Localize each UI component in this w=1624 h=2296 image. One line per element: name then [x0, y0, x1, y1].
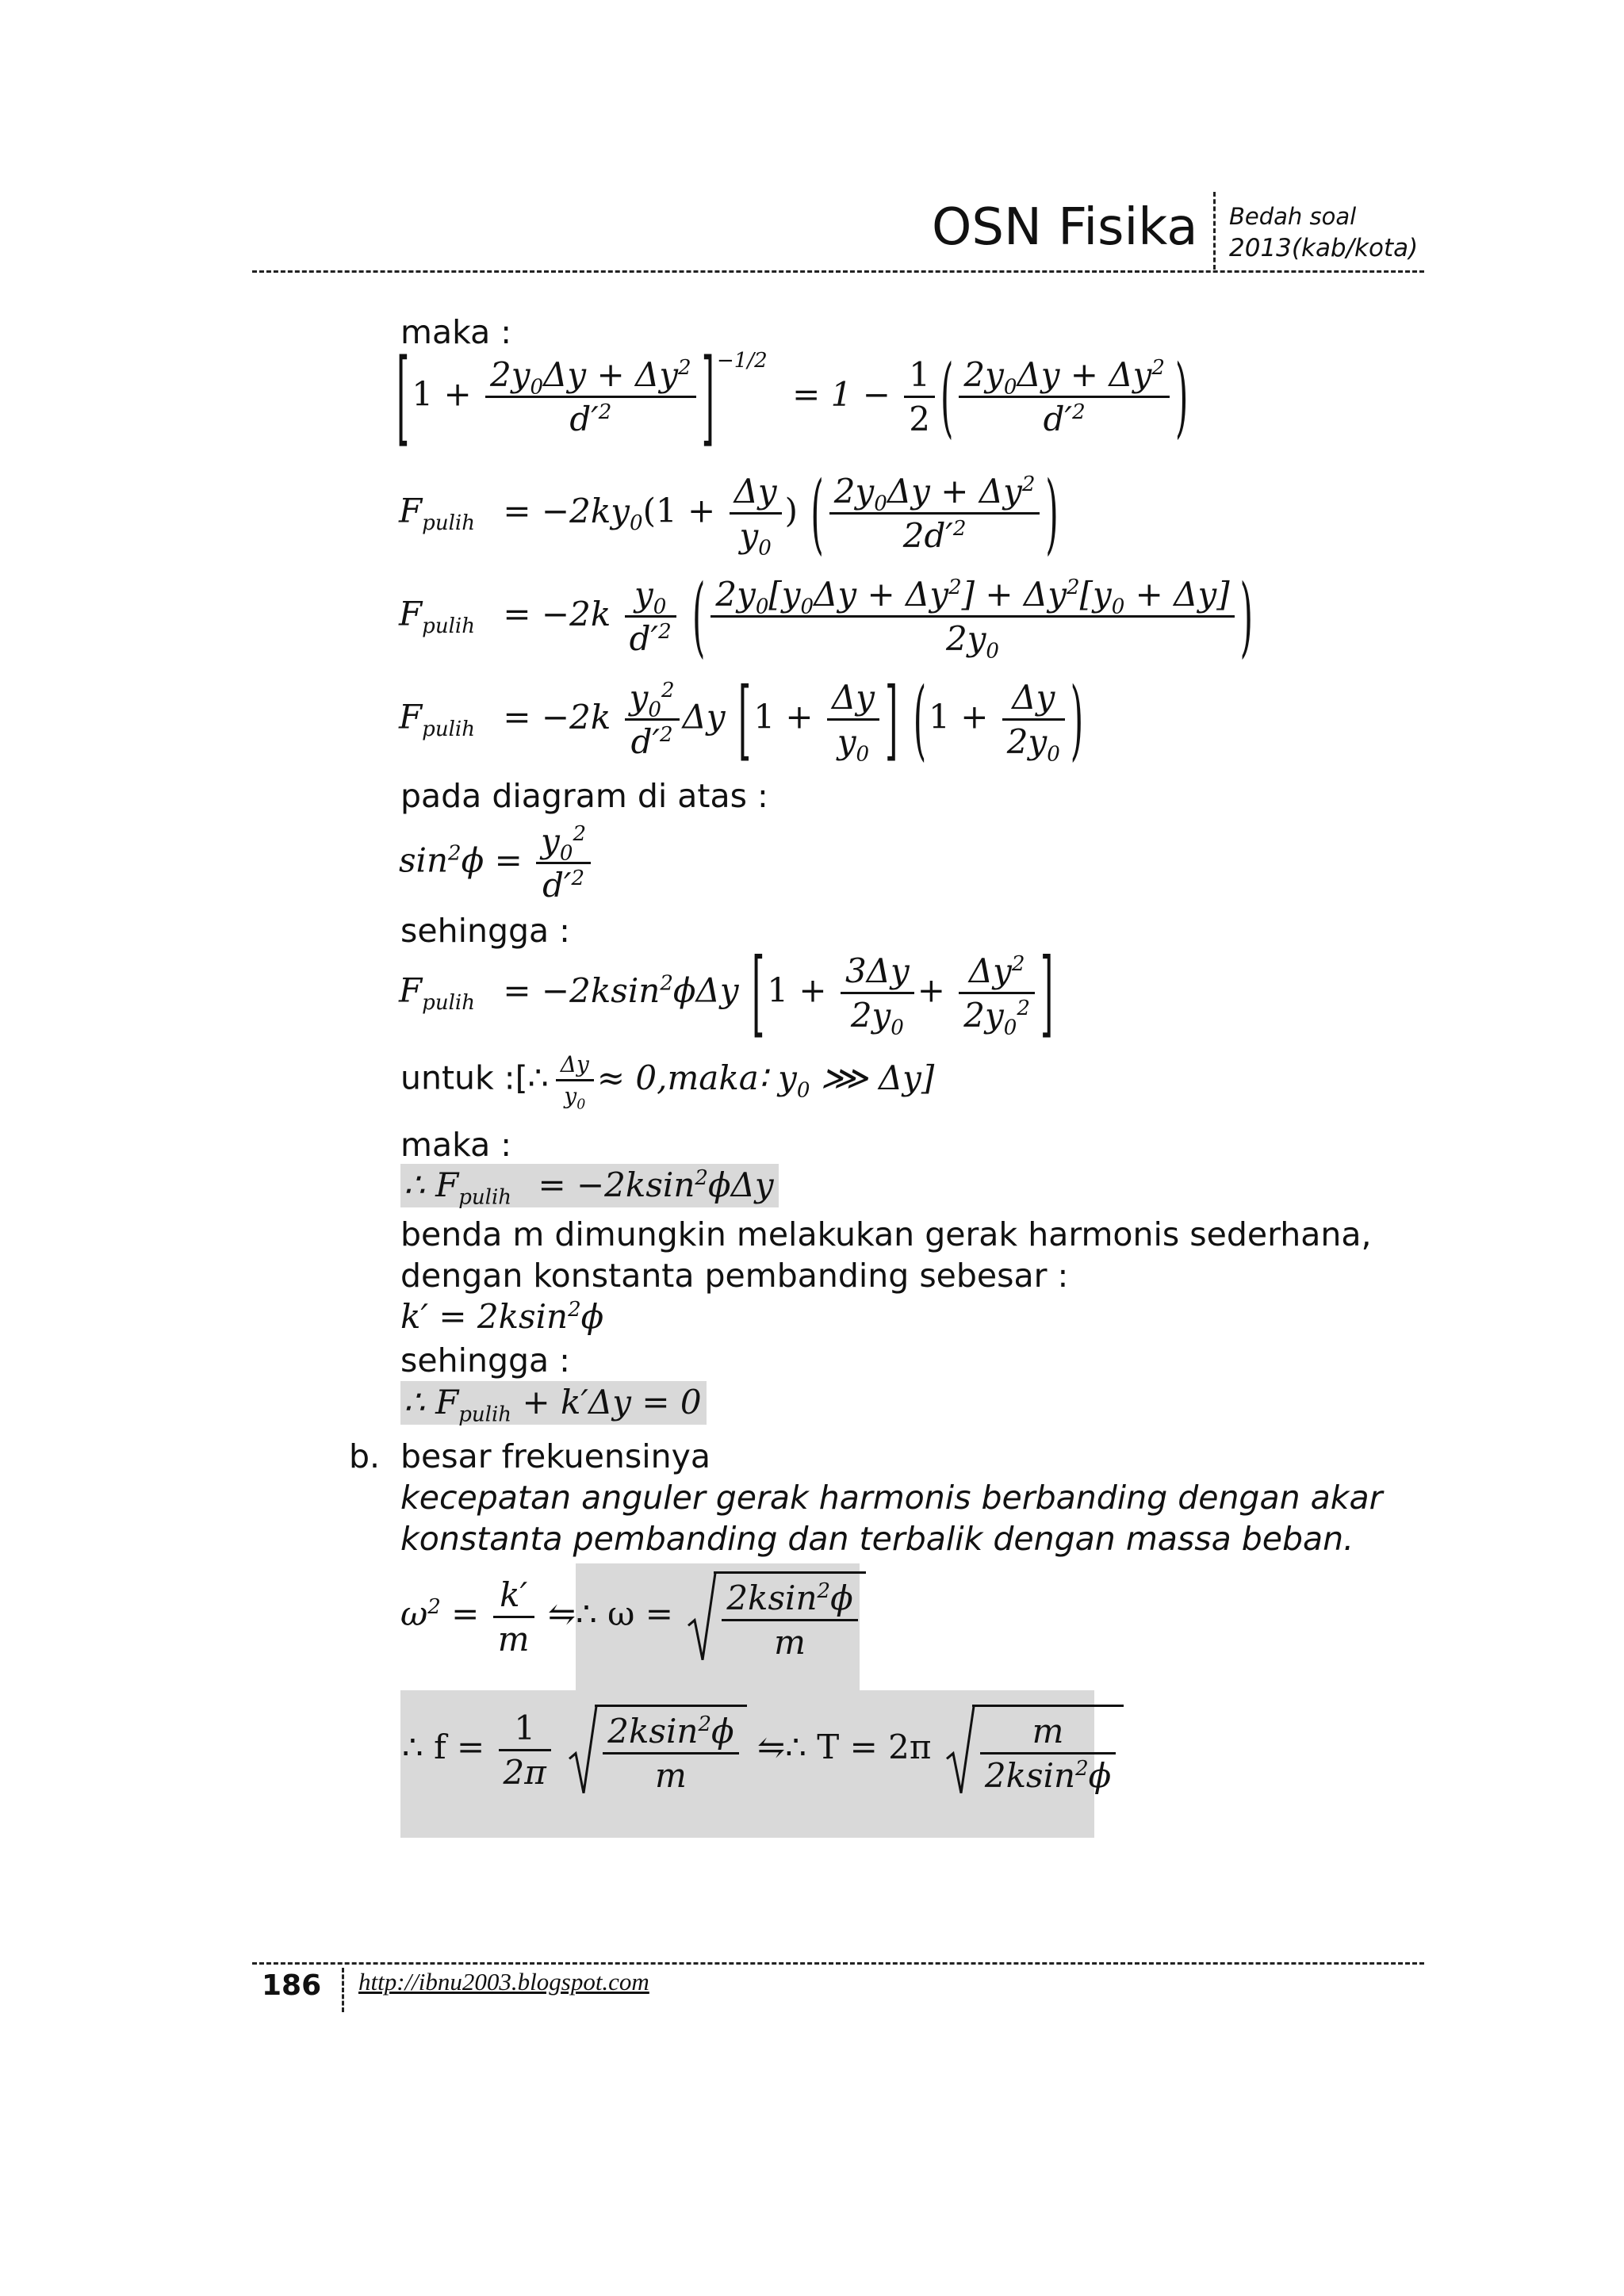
header-divider — [1213, 192, 1216, 270]
f-pulih-label: F — [399, 491, 423, 530]
text-maka-2: maka : — [400, 1126, 512, 1164]
page-number: 186 — [262, 1969, 322, 2002]
header-subtitle-line2: 2013(kab/kota) — [1229, 234, 1419, 262]
equation-sin-squared: $\sin^2\phi$ = $\frac{y_0^2}{d'^2}$ — [399, 821, 594, 905]
equation-omega: $\omega^2$ = $\frac{k'}{m}$ ⇋∴ ω = $\frac{2ksin^2\phi}{m}$ — [400, 1571, 866, 1662]
equation-frequency-period: ∴ f = $\frac{1}{2\pi}$ $\frac{2ksin^2\phi}{m}$ ⇋∴ T = 2π $\frac{m}{2ksin^2\phi}$ — [402, 1705, 1124, 1795]
period-sqrt: $\frac{m}{2ksin^2\phi}$ — [945, 1705, 1124, 1795]
text-sehingga-2: sehingga : — [400, 1341, 570, 1380]
omega-sqrt: $\frac{2ksin^2\phi}{m}$ — [687, 1571, 865, 1662]
equation-f-pulih-4: $F_{pulih} = -2ksin^2\phi\Delta y$ [1 + $\frac{3\Delta y}{2y_0}$ + $\frac{\Delta y^2}{2y_0^2}$ ] — [399, 938, 1054, 1048]
text-benda-line1: benda m dimungkin melakukan gerak harmonis sederhana, — [400, 1215, 1372, 1253]
equation-untuk-condition: untuk :[∴ $\frac{\Delta y}{y_0}$ ≈ 0,maka∶ $y_0$ ⋙ Δy] — [400, 1051, 935, 1113]
frequency-sqrt: $\frac{2ksin^2\phi}{m}$ — [568, 1705, 746, 1795]
text-sehingga-1: sehingga : — [400, 912, 570, 950]
text-maka-1: maka : — [400, 313, 512, 351]
header-subtitle-line1: Bedah soal — [1229, 203, 1357, 230]
header-title: OSN Fisika — [932, 198, 1198, 257]
part-b-text-line2: konstanta pembanding dan terbalik dengan massa beban. — [400, 1520, 1354, 1558]
equation-k-prime: k′ = 2ksin$^2$ϕ — [400, 1297, 604, 1336]
footer-url-link[interactable]: http://ibnu2003.blogspot.com — [358, 1968, 649, 1996]
header-rule — [252, 270, 1424, 273]
series-rhs-prefix: = 1 − — [792, 374, 891, 414]
result-f-pulih-highlight: ∴ $F_{pulih} = -2ksin^2\phi\Delta y$ — [400, 1164, 779, 1207]
text-pada-diagram: pada diagram di atas : — [400, 777, 768, 815]
part-b-text-line1: kecepatan anguler gerak harmonis berbanding dengan akar — [400, 1479, 1383, 1517]
footer-rule — [252, 1962, 1424, 1965]
result-equation-of-motion-highlight: ∴ $F_{pulih} + k'\Delta y = 0$ — [400, 1381, 707, 1425]
equation-f-pulih-3: $F_{pulih} = -2k$ $\frac{y_0^2}{d'^2}$ Δy [1 + $\frac{\Delta y}{y_0}$ ] (1 + $\frac{\Delta y}{2y_0}$ ) — [399, 668, 1084, 771]
equation-series-expansion: [1 + $\frac{2y_0\Delta y + \Delta y^2}{d'^2}$ ] $^{-1/2}$ = 1 − $\frac{1}{2}$ ( $\frac{2y_0\Delta y + \Delta y^2}{d'^2}$ ) — [396, 336, 1189, 457]
footer-divider — [342, 1968, 344, 2012]
equation-f-pulih-2: $F_{pulih} = -2k$ $\frac{y_0}{d'^2}$ ( $\frac{2y_0[y_0\Delta y + \Delta y^2] + \Delta y^2[y_0 + \Delta y]}{2y_0}$ ) — [399, 565, 1253, 668]
text-benda-line2: dengan konstanta pembanding sebesar : — [400, 1257, 1069, 1295]
part-b-title: besar frekuensinya — [400, 1437, 711, 1475]
equation-f-pulih-1: $F_{pulih} = -2ky_0(1$ + $\frac{\Delta y}{y_0}$ ) ( $\frac{2y_0\Delta y + \Delta y^2}{2d'^2}$ ) — [399, 462, 1059, 564]
part-b-letter: b. — [349, 1437, 381, 1475]
